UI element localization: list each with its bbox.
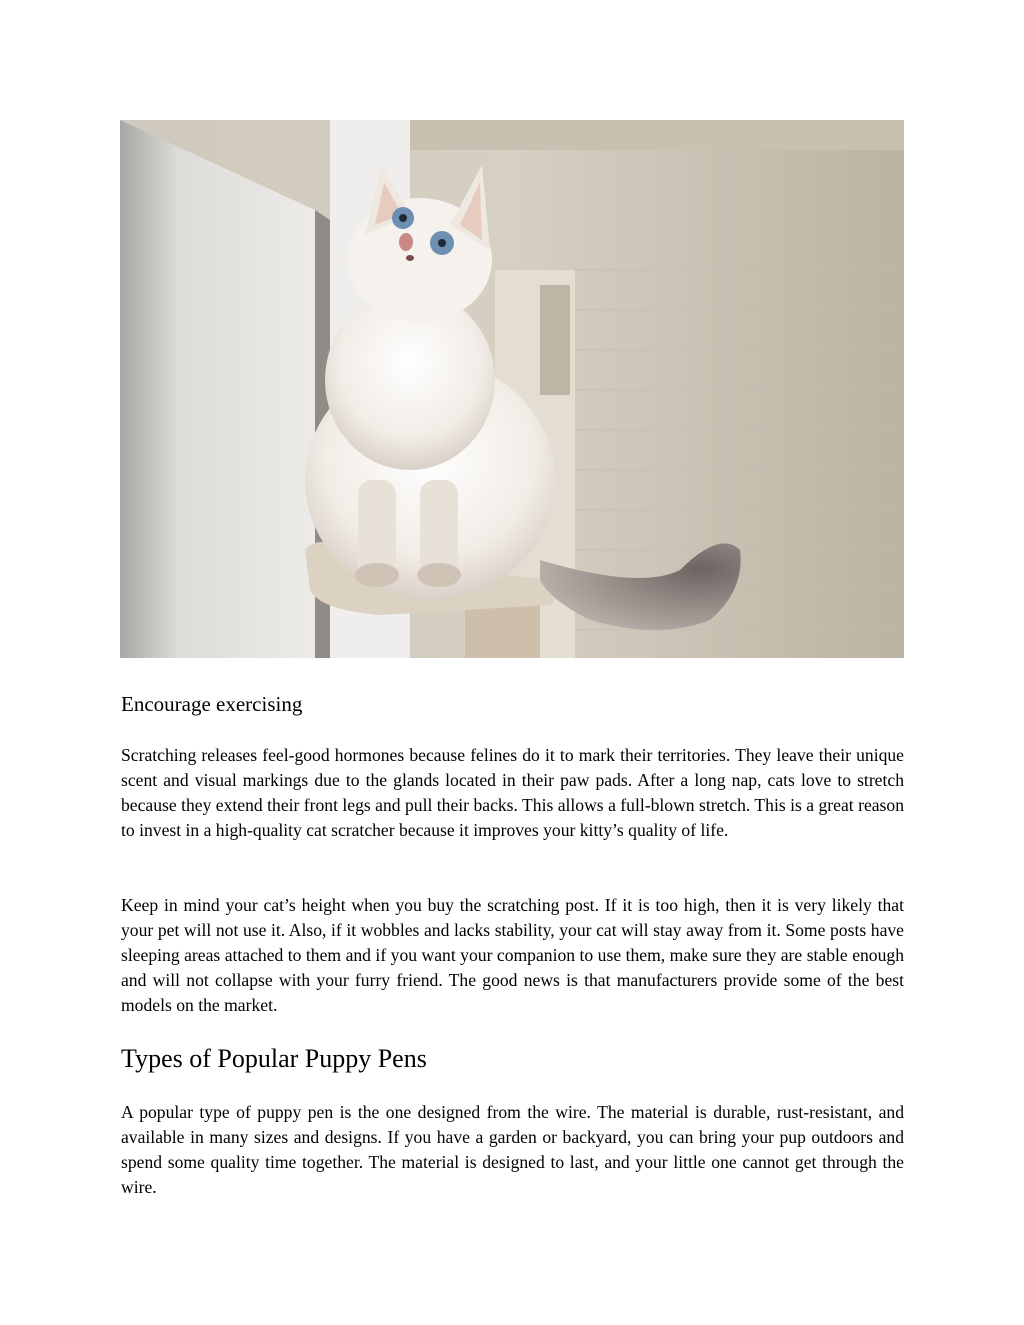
section-heading-encourage-exercising: Encourage exercising — [121, 692, 303, 716]
paragraph-puppy-pen: A popular type of puppy pen is the one designed from the wire. The material is durable, rust-resistant, and available in many sizes and designs. If you have a garden or backyard, you can bring your pup outdoors and spend some quality time together. The material is designed to last, and your little one cannot get through the wire. — [121, 1102, 904, 1197]
cat-photo — [120, 120, 904, 658]
paragraph-cat-height: Keep in mind your cat’s height when you buy the scratching post. If it is too high, then it is very likely that your pet will not use it. Also, if it wobbles and lacks stability, your cat will stay away from it. Some posts have sleeping areas attached to them and if you want your companion to use them, make sure they are stable enough and will not collapse with your furry friend. The good news is that manufacturers provide some of the best models on the market. — [121, 895, 904, 1015]
paragraph-scratching: Scratching releases feel-good hormones because felines do it to mark their territories. They leave their unique scent and visual markings due to the glands located in their paw pads. After a long nap, cats love to stretch because they extend their front legs and pull their backs. This allows a full-blown stretch. This is a great reason to invest in a high-quality cat scratcher because it improves your kitty’s quality of life. — [121, 745, 904, 840]
section-heading-puppy-pens: Types of Popular Puppy Pens — [121, 1044, 427, 1073]
